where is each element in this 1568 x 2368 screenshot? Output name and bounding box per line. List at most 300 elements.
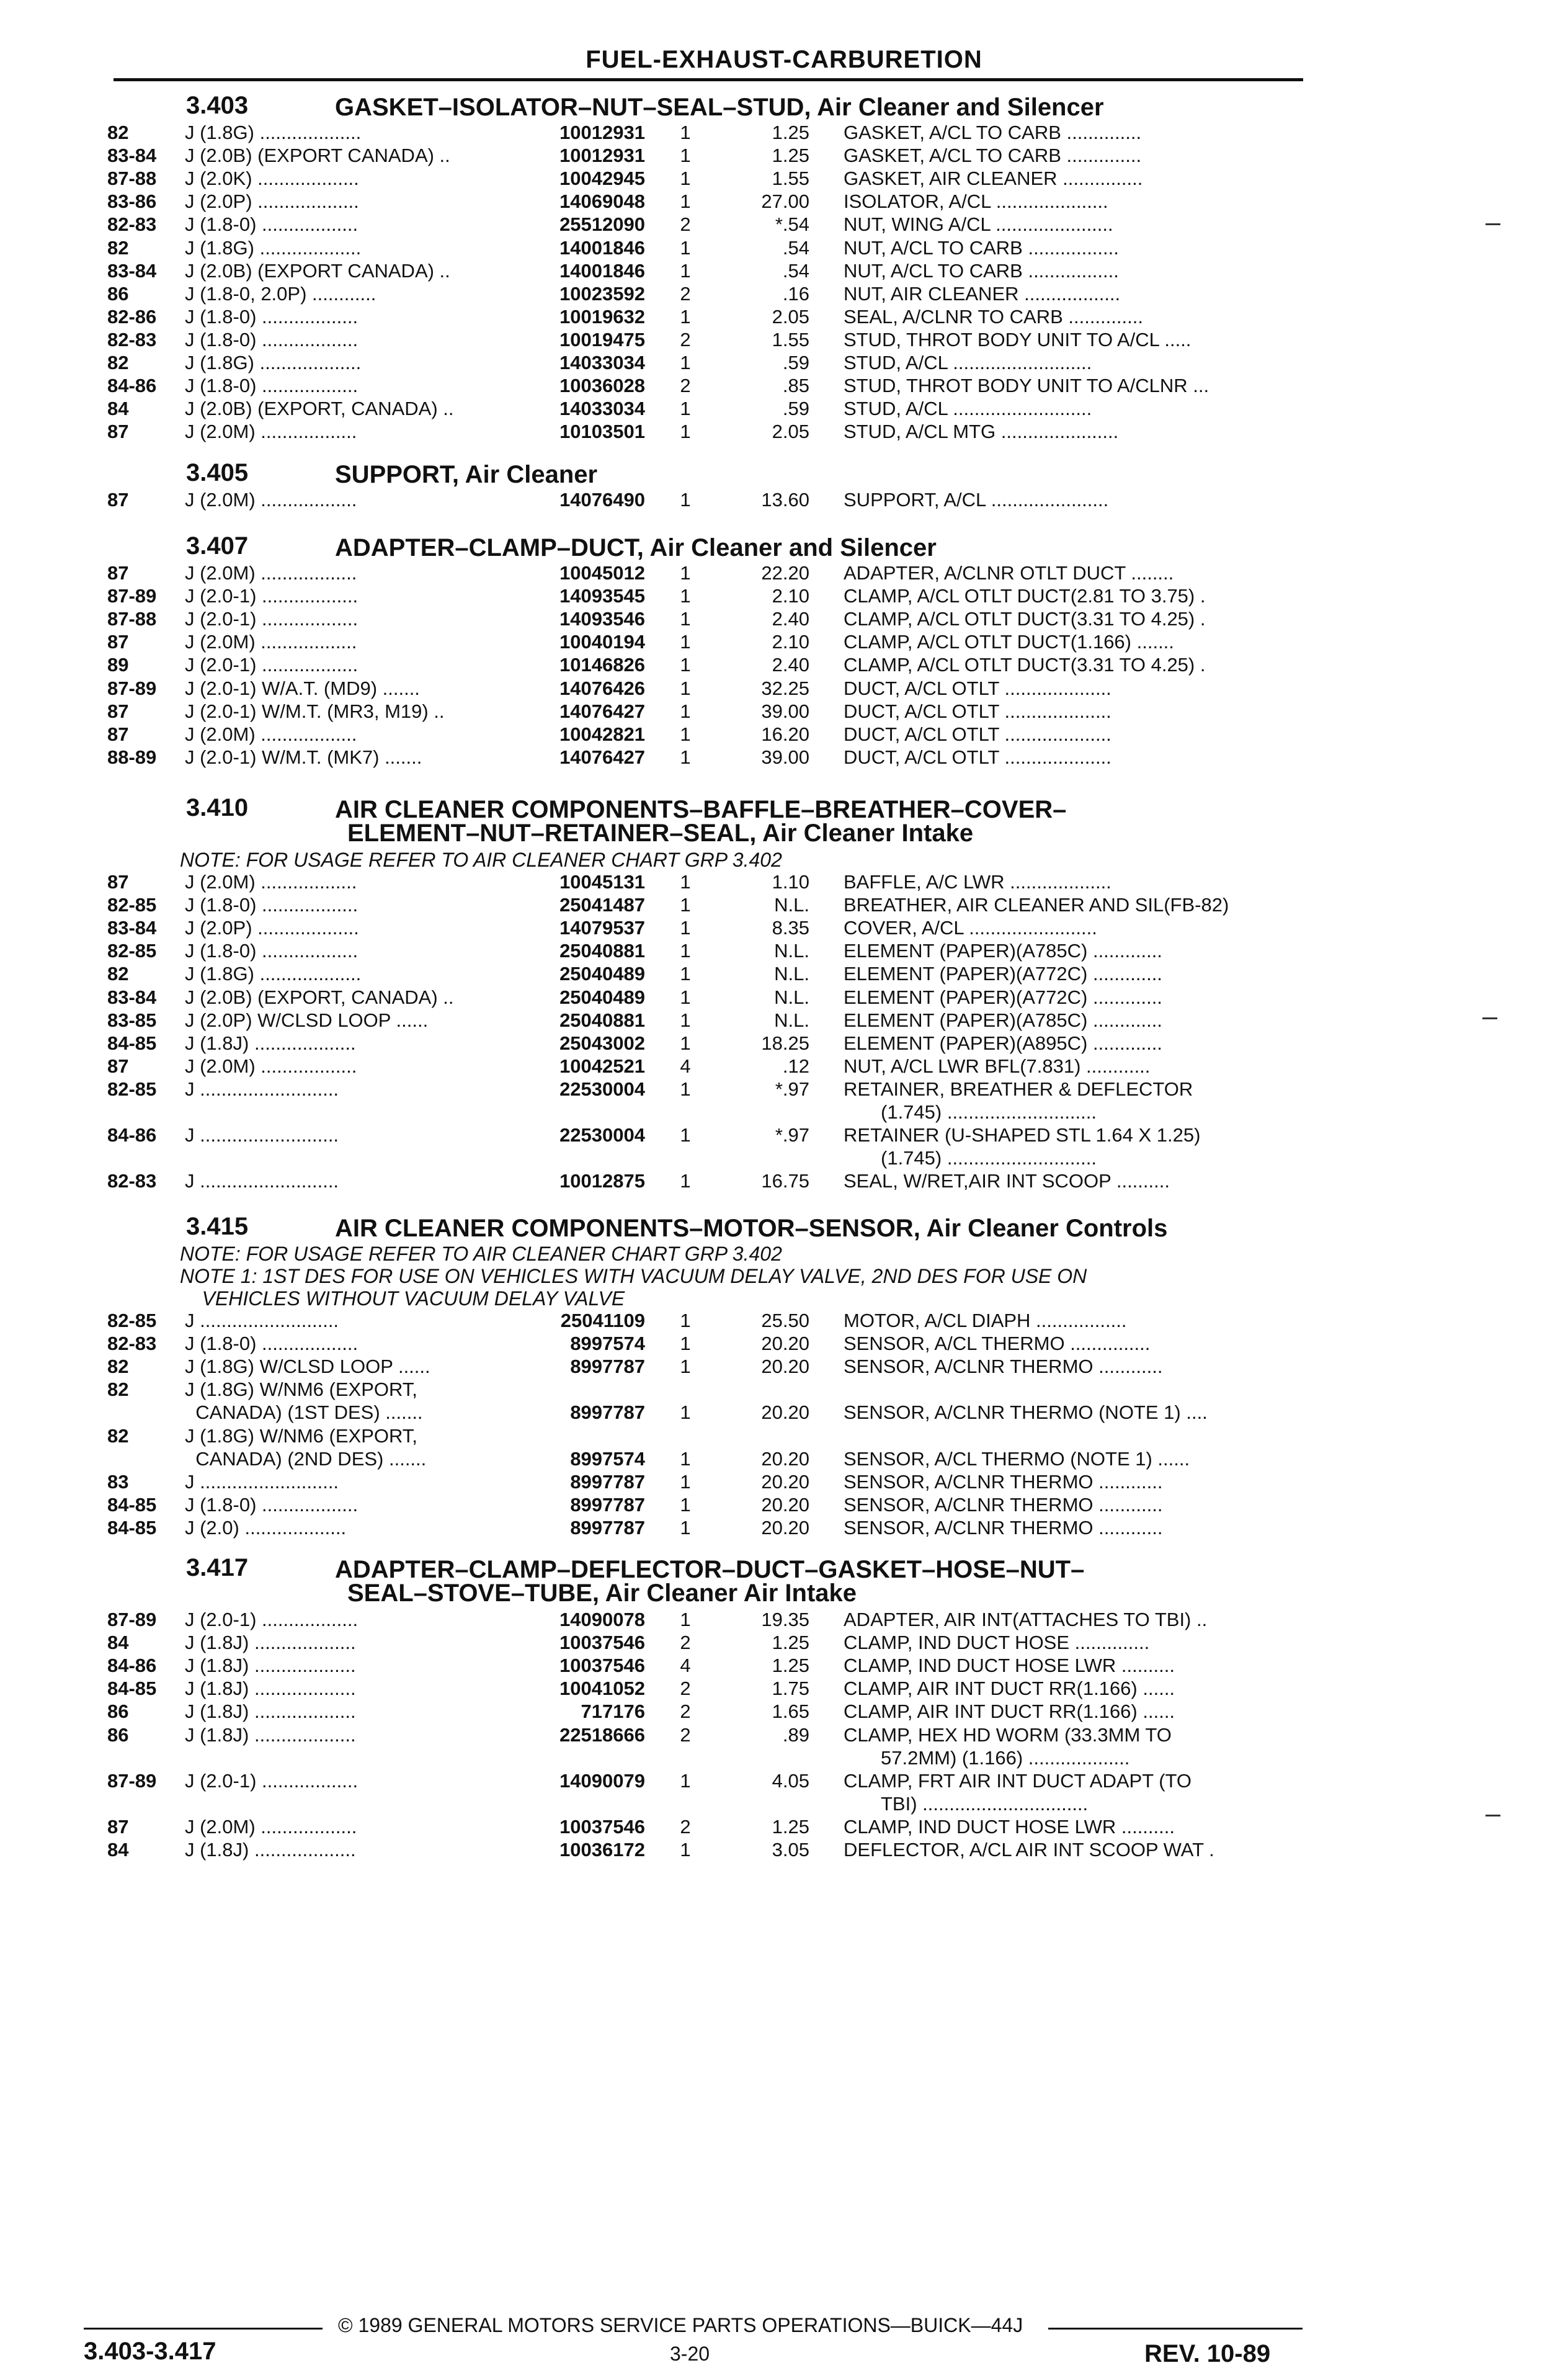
list-price: 19.35 (761, 1609, 809, 1630)
model-code: J .......................... (185, 1170, 339, 1192)
model-years: 83-84 (107, 986, 157, 1008)
model-years: 82-83 (107, 213, 157, 236)
model-code: J (1.8G) ................... (185, 236, 362, 259)
part-number: 14033034 (559, 352, 645, 373)
part-number: 14069048 (559, 190, 645, 213)
quantity: 1 (680, 1032, 691, 1054)
list-price: 13.60 (761, 489, 809, 511)
list-price: 3.05 (772, 1839, 809, 1861)
part-description: CLAMP, IND DUCT HOSE LWR .......... (844, 1655, 1175, 1677)
list-price: .12 (782, 1055, 809, 1077)
part-description: SENSOR, A/CLNR THERMO (NOTE 1) .... (844, 1401, 1208, 1424)
list-price: 39.00 (761, 746, 809, 768)
list-price: 1.25 (772, 122, 809, 143)
quantity: 1 (680, 1447, 691, 1470)
model-years: 87-89 (107, 585, 157, 607)
quantity: 1 (680, 259, 691, 282)
parts-row-values (0, 917, 1568, 939)
model-years: 87 (107, 562, 129, 584)
part-description: STUD, A/CL .......................... (844, 352, 1092, 373)
footer-copyright: © 1989 GENERAL MOTORS SERVICE PARTS OPERATIONS—BUICK—44J (338, 2314, 1023, 2336)
model-years: 84-85 (107, 1678, 157, 1700)
model-code: J .......................... (185, 1078, 339, 1100)
quantity: 1 (680, 1609, 691, 1630)
model-years: 84-85 (107, 1516, 157, 1539)
model-code: J (2.0-1) .................. (185, 1769, 359, 1792)
quantity: 1 (680, 1333, 691, 1355)
model-code: J (2.0M) .................. (185, 871, 357, 893)
margin-mark (1486, 223, 1500, 225)
model-code: J (1.8J) ................... (185, 1700, 356, 1723)
model-code: J .......................... (185, 1124, 339, 1146)
part-description: SENSOR, A/CLNR THERMO ............ (844, 1470, 1163, 1493)
part-number: 10045012 (559, 562, 645, 584)
part-description: SEAL, A/CLNR TO CARB .............. (844, 305, 1143, 328)
parts-row-values (0, 677, 1568, 700)
quantity: 1 (680, 986, 691, 1008)
part-number: 8997787 (570, 1516, 645, 1539)
section-title: ELEMENT–NUT–RETAINER–SEAL, Air Cleaner Intake (347, 820, 974, 847)
part-number: 10040194 (559, 631, 645, 653)
part-number: 10037546 (559, 1655, 645, 1677)
list-price: .85 (782, 375, 809, 397)
section-number: 3.403 (186, 92, 249, 119)
list-price: 20.20 (761, 1470, 809, 1493)
model-years: 84 (107, 1632, 129, 1654)
part-description: MOTOR, A/CL DIAPH ................. (844, 1310, 1127, 1331)
model-years: 87 (107, 1055, 129, 1077)
list-price: 20.20 (761, 1447, 809, 1470)
parts-row-values (0, 1009, 1568, 1032)
part-number: 10103501 (559, 421, 645, 443)
part-number: 14090079 (559, 1769, 645, 1792)
list-price: .54 (782, 259, 809, 282)
model-code: J (2.0B) (EXPORT CANADA) .. (185, 259, 450, 282)
part-description: ADAPTER, A/CLNR OTLT DUCT ........ (844, 562, 1174, 584)
list-price: 1.25 (772, 1815, 809, 1838)
model-code: J (1.8-0) .................. (185, 305, 359, 328)
parts-row-values (0, 871, 1568, 893)
part-number: 8997787 (570, 1470, 645, 1493)
model-code: J (2.0P) W/CLSD LOOP ...... (185, 1009, 429, 1031)
quantity: 1 (680, 1839, 691, 1861)
model-code: J (1.8G) ................... (185, 963, 362, 985)
model-code: J (1.8J) ................... (185, 1678, 356, 1700)
list-price: *.97 (775, 1124, 809, 1146)
model-code: J (1.8J) ................... (185, 1839, 356, 1861)
model-years: 86 (107, 282, 129, 305)
list-price: 1.65 (772, 1700, 809, 1723)
model-code: J (1.8-0) .................. (185, 375, 359, 397)
model-years: 83-84 (107, 259, 157, 282)
part-description: SENSOR, A/CL THERMO (NOTE 1) ...... (844, 1447, 1190, 1470)
parts-row (0, 1378, 1568, 1401)
part-description: COVER, A/CL ........................ (844, 917, 1097, 939)
part-description: GASKET, A/CL TO CARB .............. (844, 145, 1142, 167)
part-description: CLAMP, IND DUCT HOSE .............. (844, 1632, 1150, 1654)
model-code: J (1.8G) ................... (185, 122, 362, 143)
part-description: SENSOR, A/CLNR THERMO ............ (844, 1493, 1163, 1516)
model-code: J (2.0M) .................. (185, 421, 357, 443)
model-code: J (2.0-1) .................. (185, 1609, 359, 1630)
model-code: J (2.0K) ................... (185, 168, 359, 190)
part-number: 10042821 (559, 723, 645, 745)
parts-row-values (0, 585, 1568, 607)
list-price: 4.05 (772, 1769, 809, 1792)
parts-row-values (0, 260, 1568, 282)
part-number: 14076427 (559, 746, 645, 768)
part-description: NUT, A/CL TO CARB ................. (844, 236, 1119, 259)
parts-row-values (0, 1471, 1568, 1493)
part-description-continued: (1.745) ............................ (881, 1147, 1097, 1169)
list-price: .59 (782, 398, 809, 420)
part-number: 14093545 (559, 585, 645, 607)
quantity: 1 (680, 421, 691, 443)
model-code: J .......................... (185, 1470, 339, 1493)
model-code: J (1.8J) ................... (185, 1632, 356, 1654)
parts-row-values (0, 1078, 1568, 1101)
parts-row-values (0, 562, 1568, 584)
description-continuation (0, 1101, 1568, 1124)
quantity: 1 (680, 1470, 691, 1493)
model-code: J (2.0B) (EXPORT, CANADA) .. (185, 986, 454, 1008)
part-number: 22518666 (559, 1723, 645, 1746)
model-code: J (2.0P) ................... (185, 917, 359, 939)
list-price: 1.25 (772, 145, 809, 167)
quantity: 1 (680, 917, 691, 939)
model-code-continued: CANADA) (1ST DES) ....... (185, 1401, 423, 1424)
part-description: NUT, WING A/CL ...................... (844, 213, 1113, 236)
list-price: 2.40 (772, 608, 809, 630)
list-price: .89 (782, 1723, 809, 1746)
model-years: 87 (107, 489, 129, 511)
model-code: J (1.8G) ................... (185, 352, 362, 373)
section-number: 3.417 (186, 1554, 249, 1581)
list-price: 20.20 (761, 1401, 809, 1424)
parts-row-values (0, 145, 1568, 167)
part-description: STUD, A/CL .......................... (844, 398, 1092, 420)
part-description-continued: (1.745) ............................ (881, 1101, 1097, 1123)
parts-row-values (0, 329, 1568, 351)
part-description: CLAMP, A/CL OTLT DUCT(3.31 TO 4.25) . (844, 654, 1206, 676)
model-years: 84-85 (107, 1493, 157, 1516)
model-years: 87-89 (107, 677, 157, 699)
part-description: CLAMP, A/CL OTLT DUCT(2.81 TO 3.75) . (844, 585, 1206, 607)
section-note: NOTE: FOR USAGE REFER TO AIR CLEANER CHART GRP 3.402 (180, 1243, 782, 1265)
model-years: 82-85 (107, 894, 157, 916)
part-description: CLAMP, IND DUCT HOSE LWR .......... (844, 1815, 1175, 1838)
model-years: 82-83 (107, 328, 157, 351)
part-number: 25040881 (559, 940, 645, 962)
model-years: 84 (107, 398, 129, 420)
model-years: 82-86 (107, 305, 157, 328)
parts-row-values (0, 894, 1568, 916)
part-number: 8997787 (570, 1401, 645, 1424)
part-number: 14090078 (559, 1609, 645, 1630)
part-number: 25040881 (559, 1009, 645, 1031)
model-years: 82 (107, 236, 129, 259)
list-price: .16 (782, 282, 809, 305)
model-code: J (2.0-1) .................. (185, 608, 359, 630)
model-years: 87 (107, 631, 129, 653)
quantity: 1 (680, 1009, 691, 1031)
quantity: 1 (680, 1516, 691, 1539)
model-code: J (2.0M) .................. (185, 723, 357, 745)
part-number: 8997574 (570, 1333, 645, 1355)
footer-rule-right (1048, 2328, 1303, 2330)
model-years: 87-89 (107, 1769, 157, 1792)
model-years: 84-85 (107, 1032, 157, 1054)
part-number: 10036172 (559, 1839, 645, 1861)
list-price: 1.75 (772, 1678, 809, 1700)
margin-mark (1486, 1815, 1500, 1816)
part-number: 25512090 (559, 213, 645, 236)
section-title: GASKET–ISOLATOR–NUT–SEAL–STUD, Air Cleaner and Silencer (335, 94, 1104, 121)
list-price: 39.00 (761, 700, 809, 722)
parts-row-values (0, 237, 1568, 259)
part-number: 14093546 (559, 608, 645, 630)
model-code-continued: CANADA) (2ND DES) ....... (185, 1447, 427, 1470)
model-years: 84-86 (107, 1655, 157, 1677)
part-description: CLAMP, AIR INT DUCT RR(1.166) ...... (844, 1700, 1175, 1723)
part-description: SENSOR, A/CL THERMO ............... (844, 1333, 1151, 1355)
section-title: AIR CLEANER COMPONENTS–BAFFLE–BREATHER–COVER– (335, 796, 1067, 823)
quantity: 1 (680, 145, 691, 167)
part-description: DUCT, A/CL OTLT .................... (844, 746, 1111, 768)
quantity: 1 (680, 894, 691, 916)
quantity: 4 (680, 1055, 691, 1077)
part-description-continued: 57.2MM) (1.166) ................... (881, 1746, 1130, 1769)
part-number: 10041052 (559, 1678, 645, 1700)
model-code: J (1.8J) ................... (185, 1655, 356, 1677)
description-continuation (0, 1747, 1568, 1769)
model-years: 82-83 (107, 1333, 157, 1355)
footer-page-number: 3-20 (670, 2343, 710, 2365)
quantity: 1 (680, 677, 691, 699)
quantity: 2 (680, 1678, 691, 1700)
section-title: SEAL–STOVE–TUBE, Air Cleaner Air Intake (347, 1579, 857, 1607)
parts-row-values (0, 1356, 1568, 1378)
part-description: STUD, A/CL MTG ...................... (844, 421, 1119, 443)
part-description: ELEMENT (PAPER)(A772C) ............. (844, 986, 1162, 1008)
page-header-title: FUEL-EXHAUST-CARBURETION (586, 46, 982, 73)
part-description: DUCT, A/CL OTLT .................... (844, 700, 1111, 722)
footer-rule-left (84, 2328, 323, 2330)
model-code: J (2.0M) .................. (185, 489, 357, 511)
list-price: 1.25 (772, 1655, 809, 1677)
part-description: ADAPTER, AIR INT(ATTACHES TO TBI) .. (844, 1609, 1208, 1630)
parts-row-values (0, 489, 1568, 511)
part-number: 10036028 (559, 375, 645, 397)
model-code: J (2.0-1) W/M.T. (MK7) ....... (185, 746, 422, 768)
model-years: 83-85 (107, 1009, 157, 1031)
part-description: RETAINER, BREATHER & DEFLECTOR (844, 1078, 1193, 1100)
model-code: J (2.0M) .................. (185, 631, 357, 653)
section-title: SUPPORT, Air Cleaner (335, 461, 598, 488)
parts-row-values (0, 1310, 1568, 1332)
part-description: SENSOR, A/CLNR THERMO ............ (844, 1516, 1163, 1539)
quantity: 1 (680, 168, 691, 190)
parts-row-values (0, 1700, 1568, 1723)
parts-row-values (0, 1609, 1568, 1631)
parts-row-values (0, 1517, 1568, 1539)
list-price: 18.25 (761, 1032, 809, 1054)
model-code: J (1.8-0, 2.0P) ............ (185, 282, 376, 305)
model-years: 89 (107, 654, 129, 676)
part-number: 10023592 (559, 282, 645, 305)
list-price: 1.25 (772, 1632, 809, 1654)
parts-row-values (0, 1816, 1568, 1838)
model-years: 88-89 (107, 746, 157, 768)
parts-row-values (0, 1170, 1568, 1192)
model-years: 87 (107, 723, 129, 745)
parts-row-values (0, 1839, 1568, 1861)
quantity: 1 (680, 398, 691, 420)
part-description: DUCT, A/CL OTLT .................... (844, 677, 1111, 699)
model-years: 82 (107, 963, 129, 985)
quantity: 1 (680, 1356, 691, 1378)
part-description: SEAL, W/RET,AIR INT SCOOP .......... (844, 1170, 1170, 1192)
part-number: 8997574 (570, 1447, 645, 1470)
quantity: 2 (680, 1723, 691, 1746)
model-years: 83-84 (107, 917, 157, 939)
parts-row-values (0, 1494, 1568, 1516)
part-number: 10045131 (559, 871, 645, 893)
parts-row-values (0, 723, 1568, 746)
model-code: J .......................... (185, 1310, 339, 1331)
model-code: J (1.8G) W/CLSD LOOP ...... (185, 1356, 430, 1378)
margin-mark (1482, 1017, 1497, 1019)
section-title: ADAPTER–CLAMP–DEFLECTOR–DUCT–GASKET–HOSE–NUT– (335, 1556, 1085, 1583)
part-description: ELEMENT (PAPER)(A785C) ............. (844, 940, 1162, 962)
model-years: 87 (107, 871, 129, 893)
part-description: STUD, THROT BODY UNIT TO A/CL ..... (844, 328, 1192, 351)
list-price: 20.20 (761, 1493, 809, 1516)
quantity: 1 (680, 608, 691, 630)
quantity: 1 (680, 352, 691, 373)
section-title: AIR CLEANER COMPONENTS–MOTOR–SENSOR, Air Cleaner Controls (335, 1215, 1168, 1242)
parts-row-values (0, 283, 1568, 305)
parts-row-values (0, 1401, 1568, 1424)
model-years: 87 (107, 421, 129, 443)
part-number: 10012931 (559, 122, 645, 143)
parts-row-values (0, 631, 1568, 653)
model-code: J (2.0-1) W/A.T. (MD9) ....... (185, 677, 420, 699)
part-number: 14076426 (559, 677, 645, 699)
parts-row-values (0, 168, 1568, 190)
part-number: 10037546 (559, 1632, 645, 1654)
description-continuation (0, 1793, 1568, 1815)
quantity: 1 (680, 1310, 691, 1331)
part-number: 14001846 (559, 236, 645, 259)
model-code: J (2.0-1) .................. (185, 585, 359, 607)
model-years: 82-83 (107, 1170, 157, 1192)
model-code: J (1.8-0) .................. (185, 328, 359, 351)
section-note: VEHICLES WITHOUT VACUUM DELAY VALVE (180, 1287, 625, 1310)
footer-revision: REV. 10-89 (1144, 2340, 1271, 2367)
part-number: 10146826 (559, 654, 645, 676)
quantity: 2 (680, 282, 691, 305)
quantity: 1 (680, 122, 691, 143)
list-price: 2.05 (772, 421, 809, 443)
model-years: 83-84 (107, 145, 157, 167)
model-years: 84 (107, 1839, 129, 1861)
list-price: .59 (782, 352, 809, 373)
parts-row-values (0, 654, 1568, 676)
quantity: 1 (680, 190, 691, 213)
header-rule (114, 78, 1303, 81)
list-price: 20.20 (761, 1516, 809, 1539)
part-number: 10019475 (559, 328, 645, 351)
section-number: 3.407 (186, 532, 249, 560)
model-years: 82 (107, 1424, 129, 1447)
model-code: J (1.8-0) .................. (185, 940, 359, 962)
list-price: 20.20 (761, 1333, 809, 1355)
parts-row-values (0, 398, 1568, 420)
parts-row-values (0, 375, 1568, 397)
model-years: 83-86 (107, 190, 157, 213)
list-price: 16.20 (761, 723, 809, 745)
part-description: STUD, THROT BODY UNIT TO A/CLNR ... (844, 375, 1209, 397)
parts-row-values (0, 1448, 1568, 1470)
parts-row-values (0, 421, 1568, 443)
part-number: 25041109 (560, 1310, 645, 1331)
part-number: 10042945 (559, 168, 645, 190)
quantity: 2 (680, 1700, 691, 1723)
part-number: 14076427 (559, 700, 645, 722)
part-number: 10012875 (559, 1170, 645, 1192)
model-years: 82-85 (107, 1310, 157, 1331)
parts-row-values (0, 122, 1568, 144)
part-number: 14079537 (559, 917, 645, 939)
footer-section-range: 3.403-3.417 (84, 2338, 216, 2365)
model-code: J (2.0M) .................. (185, 1815, 357, 1838)
part-description: ISOLATOR, A/CL ..................... (844, 190, 1108, 213)
parts-row-values (0, 986, 1568, 1009)
part-description: NUT, AIR CLEANER .................. (844, 282, 1121, 305)
quantity: 1 (680, 746, 691, 768)
parts-row-values (0, 1032, 1568, 1055)
quantity: 2 (680, 1815, 691, 1838)
quantity: 1 (680, 1769, 691, 1792)
parts-row-values (0, 940, 1568, 962)
quantity: 2 (680, 213, 691, 236)
model-code: J (2.0M) .................. (185, 562, 357, 584)
part-number: 717176 (581, 1700, 645, 1723)
part-number: 25040489 (559, 963, 645, 985)
model-code: J (1.8J) ................... (185, 1723, 356, 1746)
list-price: .54 (782, 236, 809, 259)
part-number: 22530004 (559, 1078, 645, 1100)
model-years: 82 (107, 1378, 129, 1401)
model-years: 87-89 (107, 1609, 157, 1630)
section-number: 3.415 (186, 1213, 249, 1240)
part-number: 25040489 (559, 986, 645, 1008)
quantity: 1 (680, 1493, 691, 1516)
list-price: 2.40 (772, 654, 809, 676)
list-price: *.54 (775, 213, 809, 236)
parts-row-values (0, 352, 1568, 374)
quantity: 1 (680, 631, 691, 653)
quantity: 1 (680, 700, 691, 722)
quantity: 2 (680, 328, 691, 351)
list-price: 2.10 (772, 631, 809, 653)
model-years: 82-85 (107, 1078, 157, 1100)
part-description: SUPPORT, A/CL ...................... (844, 489, 1109, 511)
part-description: CLAMP, AIR INT DUCT RR(1.166) ...... (844, 1678, 1175, 1700)
quantity: 1 (680, 1124, 691, 1146)
section-number: 3.405 (186, 459, 249, 486)
